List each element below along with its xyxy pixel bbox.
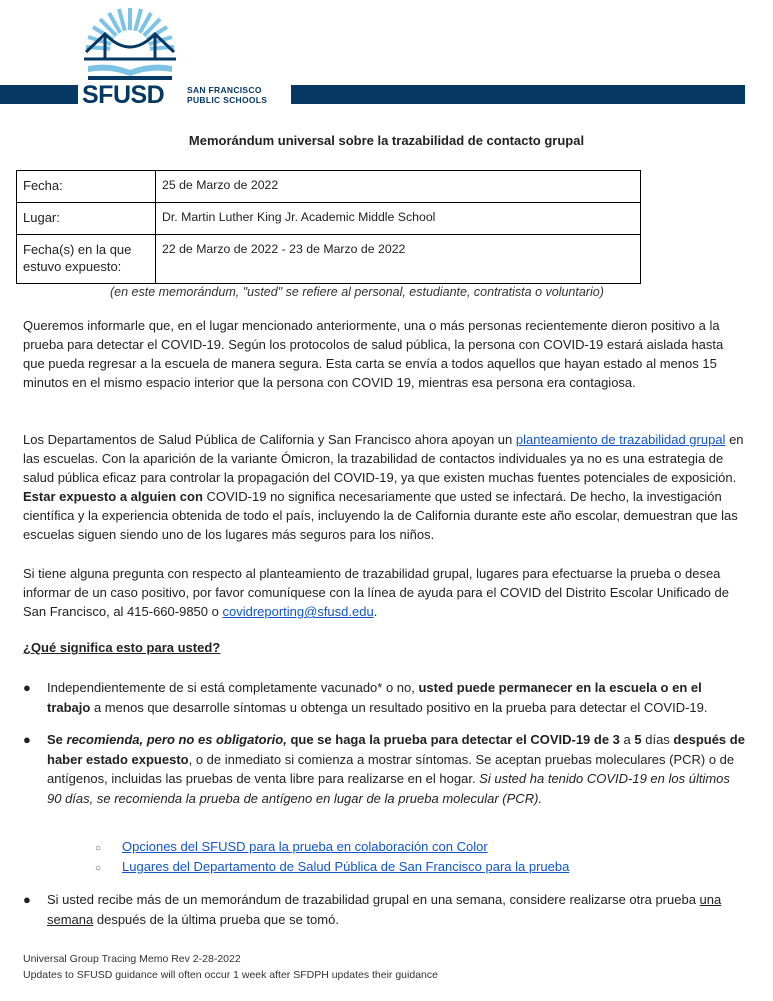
list-item [23,678,745,717]
underlined-text: una semana [47,892,722,927]
table-value-date: 25 de Marzo de 2022 [156,171,641,203]
table-label-place: Lugar: [17,203,156,235]
text: después de la última prueba que se tomó. [93,911,339,927]
italic-text: Si usted ha tenido COVID-19 en los últimos 90 días, se recomienda la prueba de antígeno en lugar de la prueba molecular (PCR). [47,771,730,806]
header-band-right [291,85,745,104]
bold-text: Se [47,732,67,747]
bold-text: que se haga la prueba para detectar el COVID-19 de 3 [286,732,624,747]
intro-paragraph: Queremos informarle que, en el lugar mencionado anteriormente, una o más personas recientemente dieron positivo a la prueba para detectar el COVID-19. Según los protocolos de salud pública, la persona con COVID-19 estará aislada hasta que pueda regresar a la escuela de manera segura. Esta carta se envía a todos aquellos que hayan estado al menos 15 minutos en el mismo espacio interior que la persona con COVID 19, mientras esa persona era contagiosa. [23,318,724,390]
bullet-icon: ● [23,892,31,907]
text: a [623,732,631,747]
text: Si tiene alguna pregunta con respecto al planteamiento de trazabilidad grupal, lugares para efectuarse la prueba o desea informar de un caso positivo, por favor comuníquese con la línea de ayuda para el COVID del Distrito Escolar Unificado de San Francisco, al 415-660-9850 o [23,566,729,619]
sub-list-item [95,857,569,879]
sfusd-subtitle-line2: PUBLIC SCHOOLS [187,95,268,105]
table-label-exposure-dates: Fecha(s) en la que estuvo expuesto: [17,235,156,284]
memo-title: Memorándum universal sobre la trazabilidad de contacto grupal [188,133,585,148]
bold-text: usted puede permanecer en la escuela o en el trabajo [47,680,702,715]
text: Los Departamentos de Salud Pública de California y San Francisco ahora apoyan un [23,432,516,447]
sfusd-color-testing-link[interactable]: Opciones del SFUSD para la prueba en colaboración con Color [122,839,488,854]
bold-text: 5 [630,732,646,747]
usted-definition-note: (en este memorándum, "usted" se refiere al personal, estudiante, contratista o voluntario) [110,285,604,299]
sfdph-testing-sites-link[interactable]: Lugares del Departamento de Salud Pública de San Francisco para la prueba [122,859,570,874]
group-tracing-paragraph [23,430,745,544]
contact-paragraph [23,564,745,621]
bullet-text [47,678,745,717]
sfusd-wordmark: SFUSD [82,81,165,109]
footer [23,951,438,983]
covid-reporting-email-link[interactable]: covidreporting@sfusd.edu [222,604,374,619]
table-value-exposure-dates: 22 de Marzo de 2022 - 23 de Marzo de 2022 [156,235,641,284]
text: Independientemente de si está completamente vacunado* o no, [47,680,419,695]
table-row [17,171,641,203]
bullet-text [47,730,745,808]
sfusd-subtitle-line1: SAN FRANCISCO [187,85,262,95]
exposure-info-table [16,170,641,284]
list-item [23,730,745,808]
text: COVID-19 no significa necesariamente que usted se infectará. De hecho, la investigación científica y la experiencia obtenida de todo el país, incluyendo la de California durante este año escolar, demuestran que las escuelas siguen siendo uno de los lugares más seguros para los niños. [23,489,738,542]
circle-bullet-icon: ○ [95,863,102,874]
footer-revision: Universal Group Tracing Memo Rev 2-28-2022 [23,953,241,965]
table-row [17,203,641,235]
bold-text: después de haber estado expuesto [47,732,745,767]
section-heading: ¿Qué significa esto para usted? [23,640,221,655]
circle-bullet-icon: ○ [95,843,102,854]
letterhead [0,0,773,110]
text: en las escuelas. Con la aparición de la variante Ómicron, la trazabilidad de contactos individuales ya no es una estrategia de salud pública eficaz para controlar la propagación del COVID-19, ya que existen muchas fuentes potenciales de exposición. [23,432,744,485]
table-label-date: Fecha: [17,171,156,203]
table-row [17,235,641,284]
text: . [373,604,378,619]
table-value-place: Dr. Martin Luther King Jr. Academic Middle School [156,203,641,235]
text: a menos que desarrolle síntomas u obtenga un resultado positivo en la prueba para detectar el COVID-19. [90,699,708,715]
text: Si usted recibe más de un memorándum de trazabilidad grupal en una semana, considere realizarse otra prueba [47,892,700,907]
sfusd-bridge-logo-icon [80,4,180,82]
bullet-icon: ● [23,732,31,747]
footer-update-note: Updates to SFUSD guidance will often occur 1 week after SFDPH updates their guidance [23,969,438,981]
bullet-icon: ● [23,680,31,695]
bold-italic-text: recomienda, pero no es obligatorio, [66,732,287,747]
group-tracing-link[interactable]: planteamiento de trazabilidad grupal [515,432,726,447]
text: días [645,732,670,747]
list-item [23,890,745,929]
header-band-left [0,85,78,104]
text: , o de inmediato si comienza a mostrar síntomas. Se aceptan pruebas moleculares (PCR) o de antígenos, incluidas las pruebas de venta libre para realizarse en el hogar. [47,751,735,786]
sub-list-item [95,837,488,859]
bullet-text [47,890,745,929]
sfusd-subtitle [187,85,267,105]
bold-text: Estar expuesto a alguien con [23,489,203,504]
